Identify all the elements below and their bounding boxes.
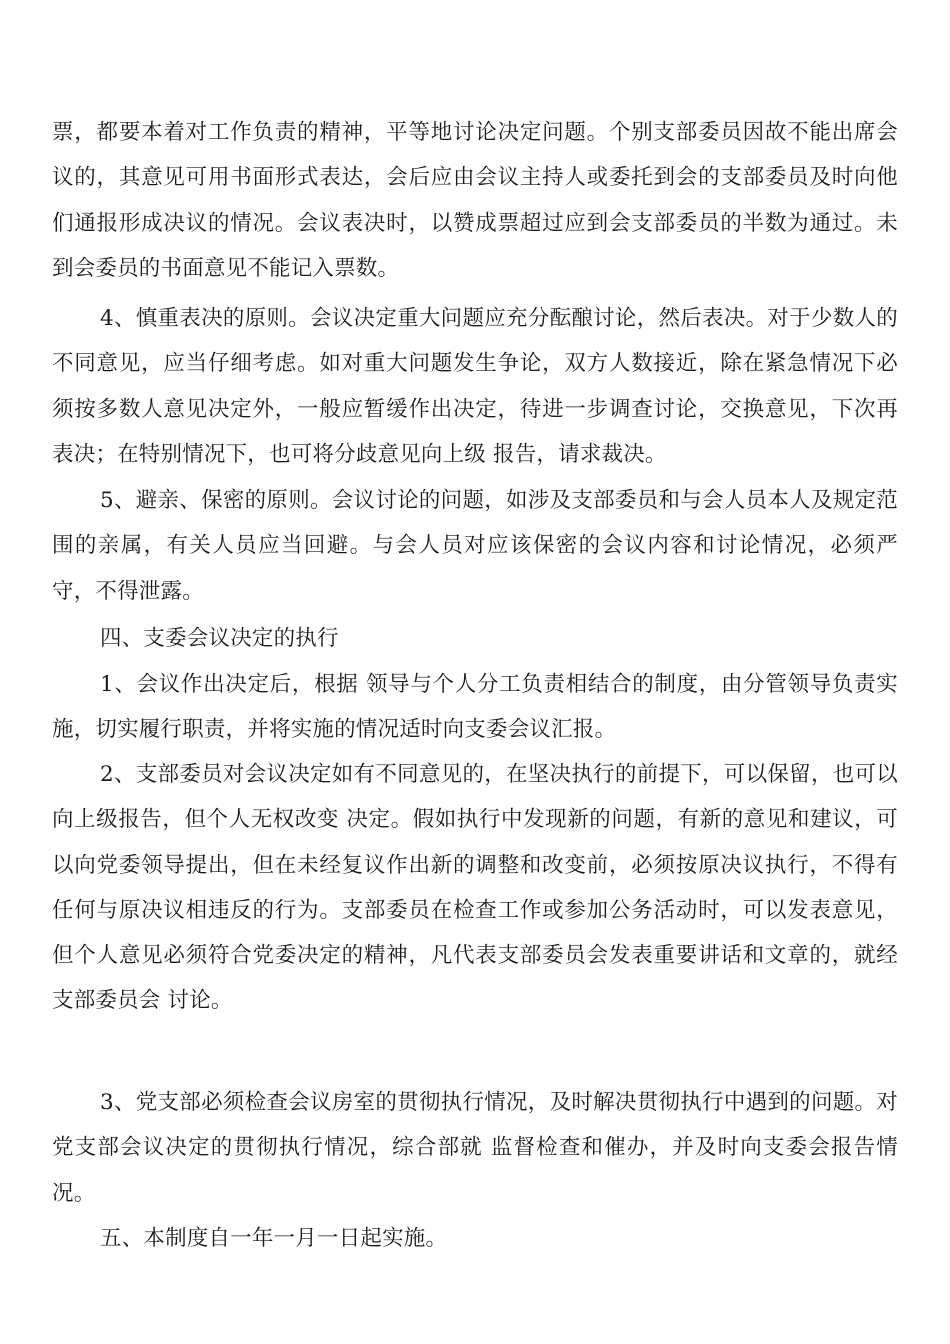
section-heading-execution: 四、支委会议决定的执行	[100, 626, 339, 651]
paragraph-continuation: 票，都要本着对工作负责的精神，平等地讨论决定问题。个别支部委员因故不能出席会议的，其意见可用书面形式表达，会后应由会议主持人或委托到会的支部委员及时向他们通报形成决议的情况。会议表决时，以赞成票超过应到会支部委员的半数为通过。未到会委员的书面意见不能记入票数。	[52, 120, 898, 281]
paragraph-execution-3: 3、党支部必须检查会议房室的贯彻执行情况，及时解决贯彻执行中遇到的问题。对党支部会议决定的贯彻执行情况，综合部就 监督检查和催办，并及时向支委会报告情况。	[52, 1090, 898, 1206]
paragraph-execution-1: 1、会议作出决定后，根据 领导与个人分工负责相结合的制度，由分管领导负责实施，切实履行职责，并将实施的情况适时向支委会议汇报。	[52, 672, 898, 743]
section-heading-effective-date: 五、本制度自一年一月一日起实施。	[100, 1226, 448, 1251]
paragraph-execution-2: 2、支部委员对会议决定如有不同意见的，在坚决执行的前提下，可以保留，也可以向上级报告，但个人无权改变 决定。假如执行中发现新的问题，有新的意见和建议，可以向党委领导提出，但在未经复议作出新的调整和改变前，必须按原决议执行，不得有任何与原决议相违反的行为。支部委员在检查工作或参加公务活动时，可以发表意见，但个人意见必须符合党委决定的精神，凡代表支部委员会发表重要讲话和文章的，就经支部委员会 讨论。	[52, 762, 898, 1014]
paragraph-principle-4: 4、慎重表决的原则。会议决定重大问题应充分酝酿讨论，然后表决。对于少数人的不同意见，应当仔细考虑。如对重大问题发生争论，双方人数接近，除在紧急情况下必须按多数人意见决定外，一般应暂缓作出决定，待进一步调查讨论，交换意见，下次再表决；在特别情况下，也可将分歧意见向上级 报告，请求裁决。	[52, 306, 898, 467]
paragraph-principle-5: 5、避亲、保密的原则。会议讨论的问题，如涉及支部委员和与会人员本人及规定范围的亲属，有关人员应当回避。与会人员对应该保密的会议内容和讨论情况，必须严守，不得泄露。	[52, 488, 898, 604]
